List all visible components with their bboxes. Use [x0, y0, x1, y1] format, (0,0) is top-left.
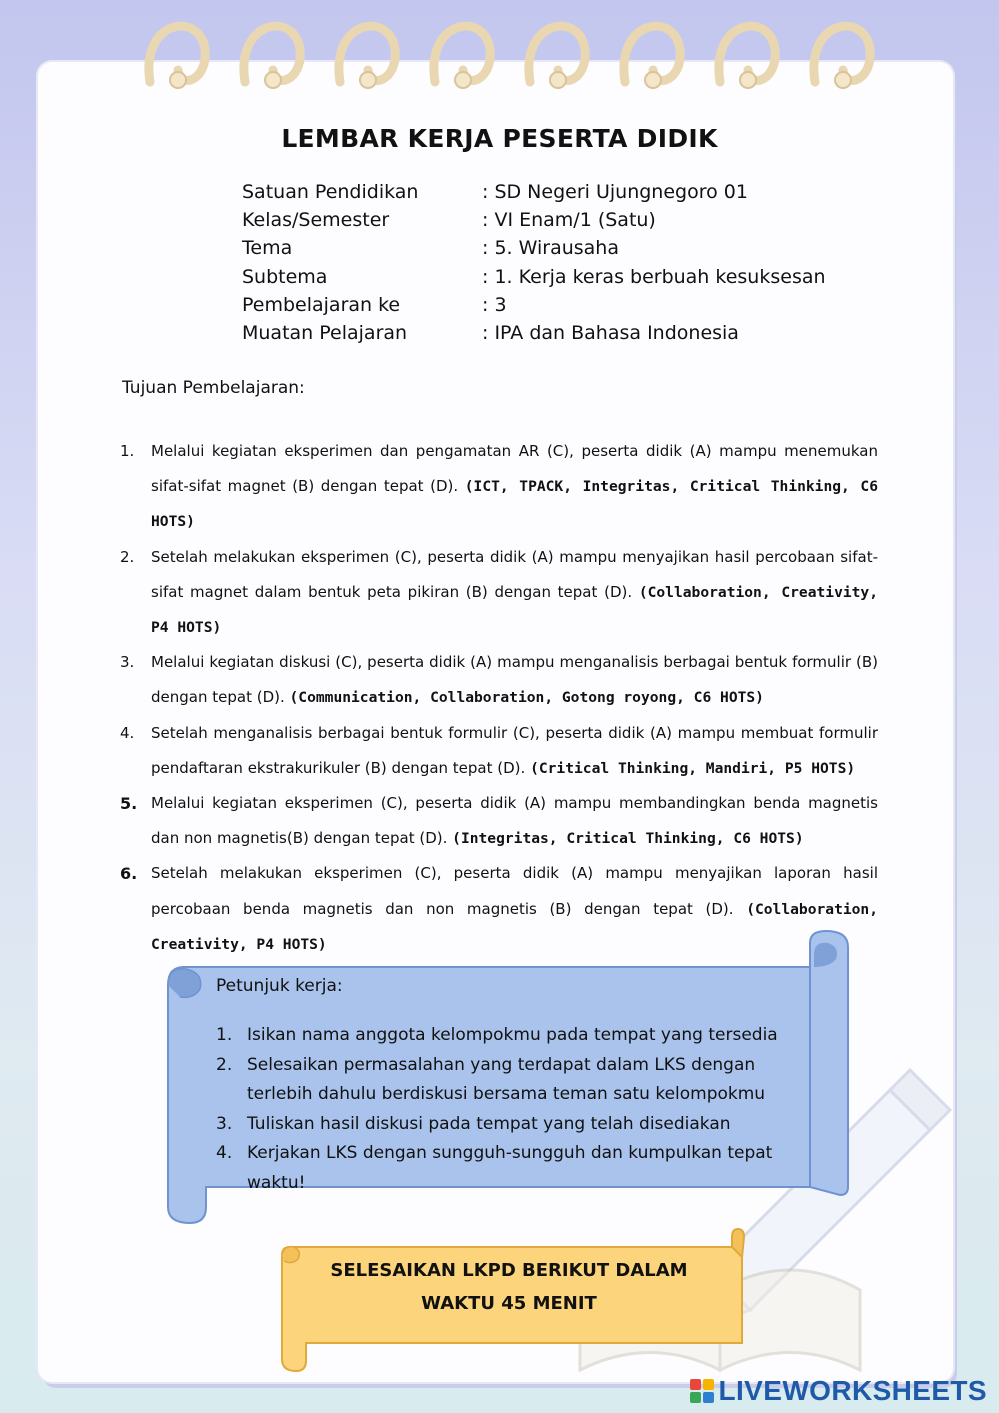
item-text: Melalui kegiatan eksperimen dan pengamatan AR (C), peserta didik (A) mampu menemukan sifat-sifat magnet (B) dengan tepat (D).	[151, 442, 878, 496]
item-tags: (ICT, TPACK, Integritas, Critical Thinking, C6 HOTS)	[151, 478, 878, 531]
item-number: 2.	[216, 1054, 233, 1075]
info-value: : 3	[482, 291, 507, 319]
info-row	[242, 178, 826, 206]
objectives-list	[120, 434, 878, 962]
list-item	[216, 1110, 826, 1140]
item-text: Setelah menganalisis berbagai bentuk formulir (C), peserta didik (A) mampu membuat formulir pendaftaran ekstrakurikuler (B) dengan tepat (D).	[151, 723, 878, 777]
info-label: Muatan Pelajaran	[242, 322, 408, 345]
item-number: 3.	[216, 1113, 233, 1134]
item-text: Isikan nama anggota kelompokmu pada tempat yang tersedia	[247, 1025, 778, 1045]
time-note-line: SELESAIKAN LKPD BERIKUT DALAM	[330, 1260, 688, 1281]
item-number: 5.	[120, 794, 138, 814]
info-row	[242, 291, 826, 319]
logo-text: LIVEWORKSHEETS	[718, 1375, 987, 1406]
liveworksheets-logo[interactable]	[690, 1375, 987, 1407]
list-item	[216, 1051, 826, 1110]
info-row	[242, 234, 826, 262]
list-item	[120, 786, 878, 856]
item-number: 3.	[120, 653, 135, 672]
item-text: Kerjakan LKS dengan sungguh-sungguh dan kumpulkan tepat waktu!	[247, 1143, 773, 1193]
instructions-list	[216, 1021, 826, 1198]
item-text: Setelah melakukan eksperimen (C), peserta didik (A) mampu menyajikan laporan hasil percobaan benda magnetis dan non magnetis (B) dengan tepat (D).	[151, 864, 878, 918]
item-number: 1.	[120, 442, 135, 460]
list-item	[120, 434, 878, 540]
info-row	[242, 263, 826, 291]
item-number: 4.	[216, 1143, 233, 1163]
item-tags: (Integritas, Critical Thinking, C6 HOTS)	[452, 830, 804, 848]
info-label: Kelas/Semester	[242, 209, 390, 232]
instructions-heading: Petunjuk kerja:	[216, 976, 343, 996]
page-title: LEMBAR KERJA PESERTA DIDIK	[281, 124, 718, 153]
item-tags: (Communication, Collaboration, Gotong royong, C6 HOTS)	[289, 689, 764, 707]
item-text: Melalui kegiatan eksperimen (C), peserta didik (A) mampu membandingkan benda magnetis dan non magnetis(B) dengan tepat (D).	[151, 794, 878, 848]
item-text: Setelah melakukan eksperimen (C), peserta didik (A) mampu menyajikan hasil percobaan sifat-sifat magnet dalam bentuk peta pikiran (B) dengan tepat (D).	[151, 547, 878, 601]
time-note	[300, 1254, 718, 1320]
info-value: : 5. Wirausaha	[482, 234, 619, 262]
info-label: Satuan Pendidikan	[242, 181, 419, 203]
info-value: : VI Enam/1 (Satu)	[482, 206, 656, 234]
info-label: Subtema	[242, 265, 328, 288]
objectives-heading: Tujuan Pembelajaran:	[122, 378, 305, 398]
item-text: Tuliskan hasil diskusi pada tempat yang telah disediakan	[247, 1113, 731, 1134]
item-tags: (Collaboration, Creativity, P4 HOTS)	[151, 583, 878, 637]
item-text: Melalui kegiatan diskusi (C), peserta didik (A) mampu menganalisis berbagai bentuk formulir (B) dengan tepat (D).	[151, 653, 878, 707]
item-number: 6.	[120, 864, 138, 884]
info-row	[242, 319, 826, 347]
info-value: : 1. Kerja keras berbuah kesuksesan	[482, 263, 826, 291]
identity-table	[242, 178, 826, 347]
spiral-rings-decoration	[0, 0, 999, 140]
info-value: : IPA dan Bahasa Indonesia	[482, 319, 739, 347]
item-text: Selesaikan permasalahan yang terdapat dalam LKS dengan terlebih dahulu berdiskusi bersama teman satu kelompokmu	[247, 1054, 766, 1104]
info-label: Pembelajaran ke	[242, 293, 401, 316]
list-item	[216, 1021, 826, 1051]
item-tags: (Collaboration, Creativity, P4 HOTS)	[151, 900, 878, 953]
list-item	[120, 645, 878, 715]
list-item	[120, 716, 878, 786]
item-number: 4.	[120, 723, 135, 742]
logo-icon	[690, 1379, 714, 1403]
item-tags: (Critical Thinking, Mandiri, P5 HOTS)	[530, 759, 856, 777]
item-number: 1.	[216, 1025, 233, 1045]
info-row	[242, 206, 826, 234]
info-label: Tema	[242, 237, 293, 260]
time-note-line: WAKTU 45 MENIT	[421, 1293, 597, 1314]
info-value: : SD Negeri Ujungnegoro 01	[482, 178, 748, 206]
list-item	[216, 1139, 826, 1198]
list-item	[120, 540, 878, 646]
item-number: 2.	[120, 547, 135, 566]
